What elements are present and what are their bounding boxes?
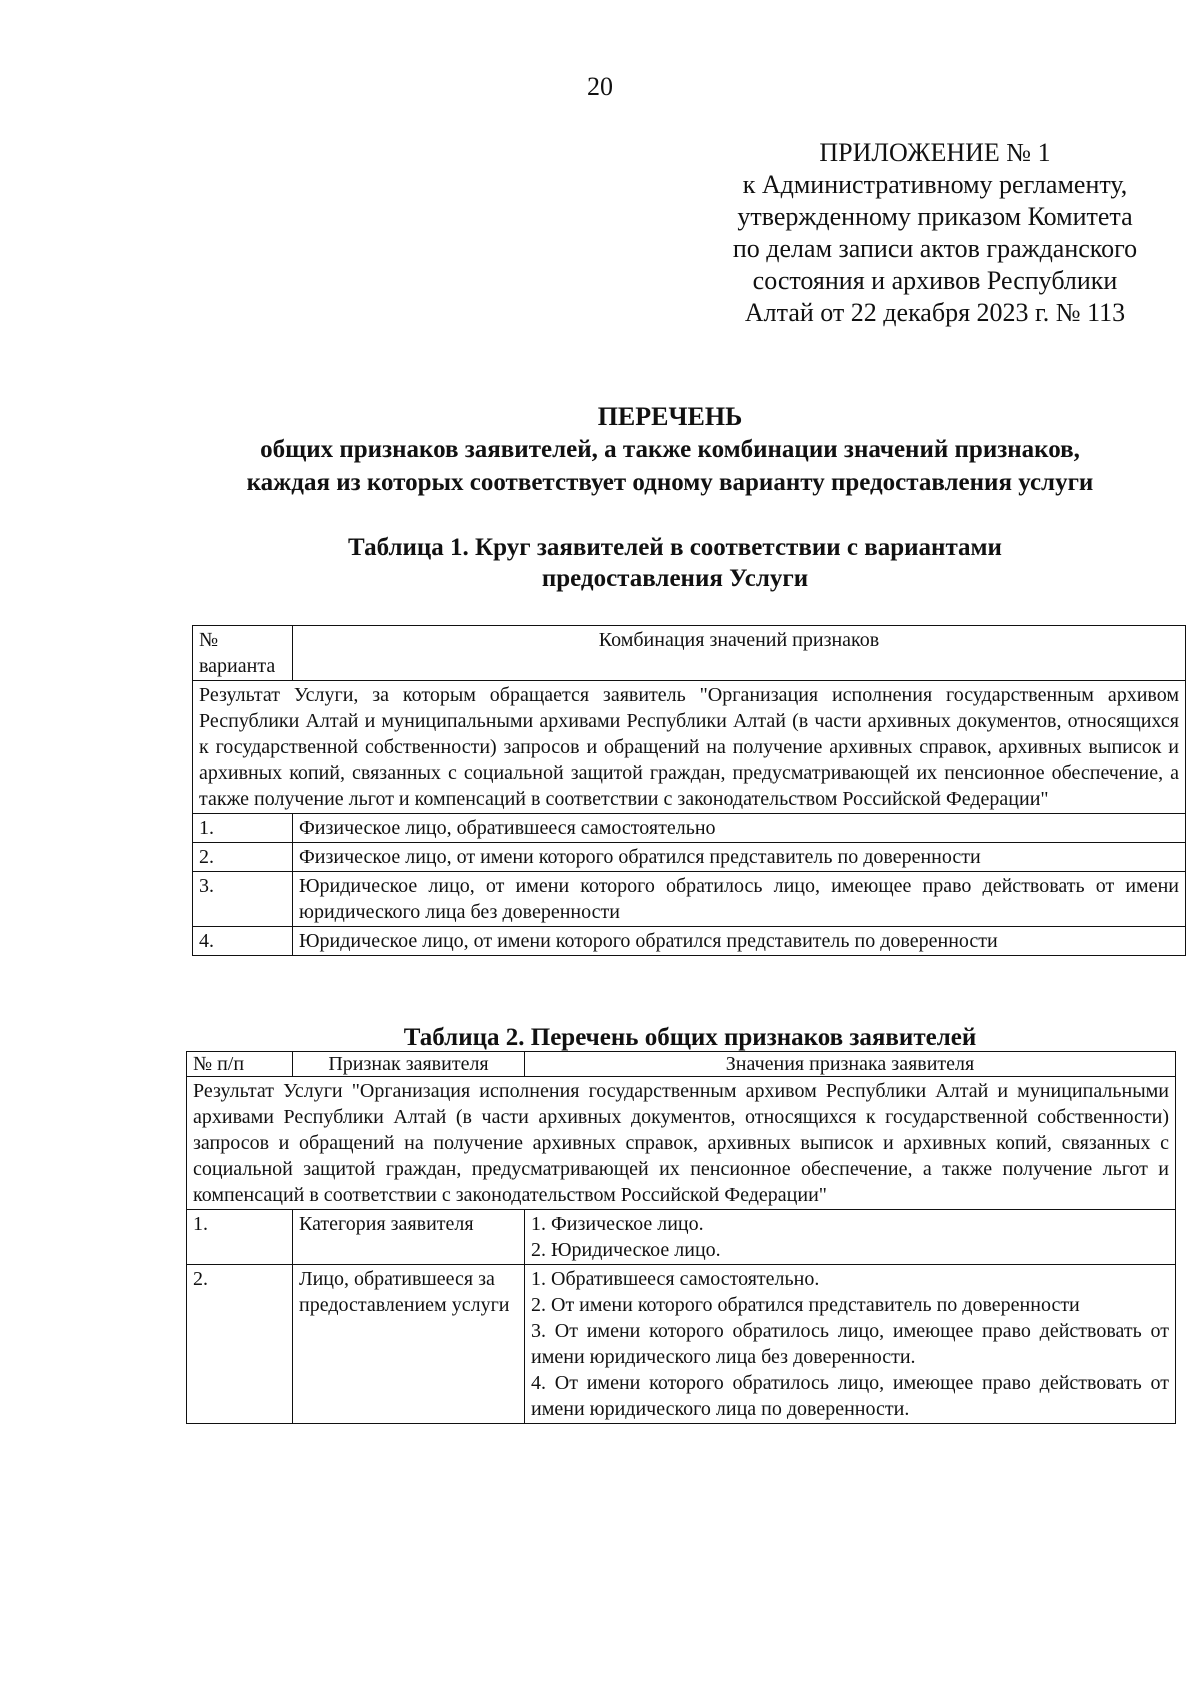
table2-header-values: Значения признака заявителя [525,1052,1176,1077]
table2-value-item: 1. Обратившееся самостоятельно. [531,1268,820,1290]
table1-row-num: 1. [193,814,293,843]
table-row [193,814,1186,843]
table1-row-text: Юридическое лицо, от имени которого обратился представитель по доверенности [293,927,1186,956]
table1-header-combo: Комбинация значений признаков [293,626,1186,681]
document-title-line: каждая из которых соответствует одному варианту предоставления услуги [246,469,1094,496]
table-row [193,927,1186,956]
table2-row-num: 2. [187,1265,293,1424]
appendix-header [690,137,1180,329]
table1-row-text: Физическое лицо, от имени которого обратился представитель по доверенности [293,843,1186,872]
table2-result-row [187,1077,1176,1210]
table-row [187,1210,1176,1265]
appendix-line: к Административному регламенту, [742,170,1128,199]
table2-result: Результат Услуги "Организация исполнения государственным архивом Республики Алтай и муниципальными архивами Республики Алтай (в части архивных документов, относящихся к государственной собственности) запросов и обращений на получение архивных справок, архивных выписок и архивных копий, связанных с социальной защитой граждан, предусматривающей их пенсионное обеспечение, а также получение льгот и компенсаций в соответствии с законодательством Российской Федерации" [187,1077,1176,1210]
document-title [120,400,1200,499]
table1-row-text: Юридическое лицо, от имени которого обратилось лицо, имеющее право действовать от имени юридического лица без доверенности [293,872,1186,927]
page-number: 20 [587,72,613,101]
table2-header-attr: Признак заявителя [293,1052,525,1077]
document-title-main: ПЕРЕЧЕНЬ [597,402,743,431]
table-row [193,872,1186,927]
appendix-line: по делам записи актов гражданского [732,234,1138,263]
table1-header-num: № варианта [193,626,293,681]
table2-value-item: 3. От имени которого обратилось лицо, имеющее право действовать от имени юридического лица без доверенности. [531,1320,1169,1368]
table2-value-item: 2. От имени которого обратился представитель по доверенности [531,1294,1080,1316]
table-row [193,843,1186,872]
table2-row-attr: Лицо, обратившееся за предоставлением услуги [293,1265,525,1424]
table1-caption-line: предоставления Услуги [541,565,809,592]
table1-header-row [193,626,1186,681]
table2-header-num: № п/п [187,1052,293,1077]
table1-row-text: Физическое лицо, обратившееся самостоятельно [293,814,1186,843]
table2 [186,1051,1176,1424]
table2-header-row [187,1052,1176,1077]
document-title-line: общих признаков заявителей, а также комбинации значений признаков, [260,436,1080,463]
appendix-line: ПРИЛОЖЕНИЕ № 1 [819,138,1051,167]
table1 [192,625,1186,956]
table1-row-num: 4. [193,927,293,956]
appendix-line: состояния и архивов Республики [752,266,1118,295]
table1-row-num: 3. [193,872,293,927]
table2-row-num: 1. [187,1210,293,1265]
table-row [187,1265,1176,1424]
table1-result: Результат Услуги, за которым обращается заявитель "Организация исполнения государственным архивом Республики Алтай и муниципальными архивами Республики Алтай (в части архивных документов, относящихся к государственной собственности) запросов и обращений на получение архивных справок, архивных выписок и архивных копий, связанных с социальной защитой граждан, предусматривающей их пенсионное обеспечение, а также получение льгот и компенсаций в соответствии с законодательством Российской Федерации" [193,681,1186,814]
table2-row-values [525,1265,1176,1424]
table1-caption-line: Таблица 1. Круг заявителей в соответствии с вариантами [348,534,1002,561]
table1-result-row [193,681,1186,814]
table2-value-item: 1. Физическое лицо. [531,1213,704,1235]
table2-value-item: 4. От имени которого обратилось лицо, имеющее право действовать от имени юридического лица по доверенности. [531,1372,1169,1420]
table2-row-values [525,1210,1176,1265]
table1-row-num: 2. [193,843,293,872]
appendix-line: утвержденному приказом Комитета [737,202,1133,231]
table2-value-item: 2. Юридическое лицо. [531,1239,721,1261]
table2-caption: Таблица 2. Перечень общих признаков заявителей [403,1024,977,1051]
appendix-line: Алтай от 22 декабря 2023 г. № 113 [744,298,1126,327]
table2-row-attr: Категория заявителя [293,1210,525,1265]
table1-caption [150,532,1200,594]
